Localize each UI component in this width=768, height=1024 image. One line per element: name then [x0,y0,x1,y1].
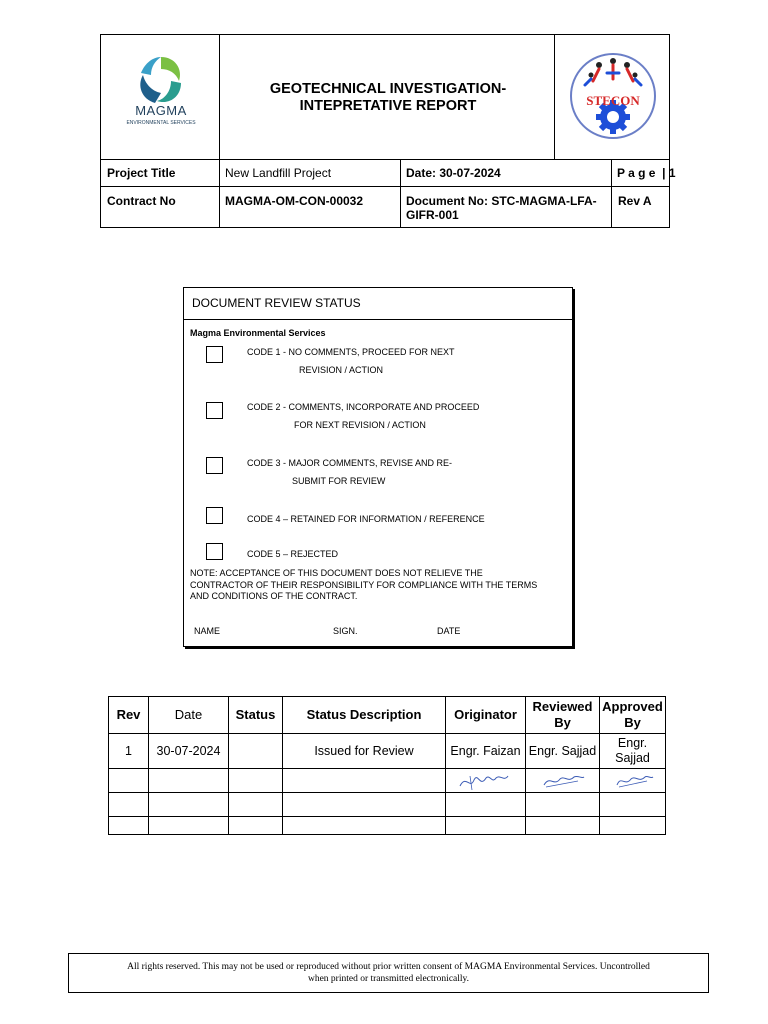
document-date: Date: 30-07-2024 [406,166,501,180]
review-note-line1: NOTE: ACCEPTANCE OF THIS DOCUMENT DOES NOT RELIEVE THE [190,568,483,578]
col-header-originator: Originator [446,697,526,734]
signature-icon [538,771,588,791]
code-1-line2: REVISION / ACTION [299,365,384,375]
document-title-line2: INTEPRETATIVE REPORT [299,98,477,114]
code-2-line1: CODE 2 - COMMENTS, INCORPORATE AND PROCEED [247,402,480,412]
code-1-checkbox[interactable] [206,346,223,363]
magma-logo-tagline: ENVIRONMENTAL SERVICES [126,120,196,126]
table-row [109,769,666,793]
approver-signature [600,769,666,793]
code-2-line2: FOR NEXT REVISION / ACTION [294,420,426,430]
col-header-date: Date [149,697,229,734]
col-header-approved-by: Approved By [600,697,666,734]
divider [184,319,572,320]
reviewer-signature [526,769,600,793]
divider [611,159,612,228]
page-number: P a g e | 1 [617,166,676,180]
signature-icon [456,770,516,792]
review-note [190,568,568,603]
code-4-line1: CODE 4 – RETAINED FOR INFORMATION / REFERENCE [247,514,485,524]
cell-status-description: Issued for Review [283,734,446,769]
magma-logo-icon [131,51,191,111]
table-row [109,734,666,769]
magma-logo-name: MAGMA [135,103,187,118]
divider [219,35,220,228]
document-number [406,194,597,222]
cell-date: 30-07-2024 [149,734,229,769]
cell-rev: 1 [109,734,149,769]
divider [400,159,401,228]
footer-line2: when printed or transmitted electronically. [307,974,470,984]
project-title-value: New Landfill Project [225,166,332,180]
code-2-checkbox[interactable] [206,402,223,419]
col-header-status-description: Status Description [283,697,446,734]
code-5-checkbox[interactable] [206,543,223,560]
code-3-line2: SUBMIT FOR REVIEW [292,476,386,486]
col-header-status: Status [229,697,283,734]
table-row [109,817,666,835]
code-1-line1: CODE 1 - NO COMMENTS, PROCEED FOR NEXT [247,347,455,357]
review-company: Magma Environmental Services [190,328,326,338]
signature-icon [611,771,655,791]
code-3-line1: CODE 3 - MAJOR COMMENTS, REVISE AND RE- [247,458,453,468]
document-header [100,34,676,228]
copyright-footer [68,953,709,993]
col-header-rev: Rev [109,697,149,734]
revision-label: Rev A [618,194,652,208]
contract-no-value: MAGMA-OM-CON-00032 [225,194,364,208]
document-number-line1: Document No: STC-MAGMA-LFA- [406,194,597,208]
cell-originator: Engr. Faizan [446,734,526,769]
review-note-line2: CONTRACTOR OF THEIR RESPONSIBILITY FOR COMPLIANCE WITH THE TERMS [190,579,538,590]
name-label: NAME [194,626,221,636]
review-status-box [183,287,573,647]
review-status-title: DOCUMENT REVIEW STATUS [192,296,361,310]
revision-table [108,696,666,835]
revision-table-header [109,697,666,734]
document-number-line2: GIFR-001 [406,208,459,222]
sign-label: SIGN. [333,626,358,636]
footer-line1: All rights reserved. This may not be used or reproduced without prior written consent of MAGMA Environmental Services. Uncontrolled [127,962,650,972]
project-title-label: Project Title [107,166,176,180]
originator-signature [446,769,526,793]
cell-approved-by: Engr. Sajjad [600,734,666,769]
stecon-logo-name: STECON [586,93,640,108]
table-row [109,793,666,817]
col-header-reviewed-by: Reviewed By [526,697,600,734]
contract-no-label: Contract No [107,194,176,208]
document-title [221,81,555,115]
cell-status [229,734,283,769]
divider [101,186,670,187]
code-4-checkbox[interactable] [206,507,223,524]
document-title-line1: GEOTECHNICAL INVESTIGATION- [269,81,507,97]
code-5-line1: CODE 5 – REJECTED [247,549,339,559]
date-label: DATE [437,626,461,636]
code-3-checkbox[interactable] [206,457,223,474]
review-note-line3: AND CONDITIONS OF THE CONTRACT. [190,591,358,601]
divider [101,159,670,160]
cell-reviewed-by: Engr. Sajjad [526,734,600,769]
